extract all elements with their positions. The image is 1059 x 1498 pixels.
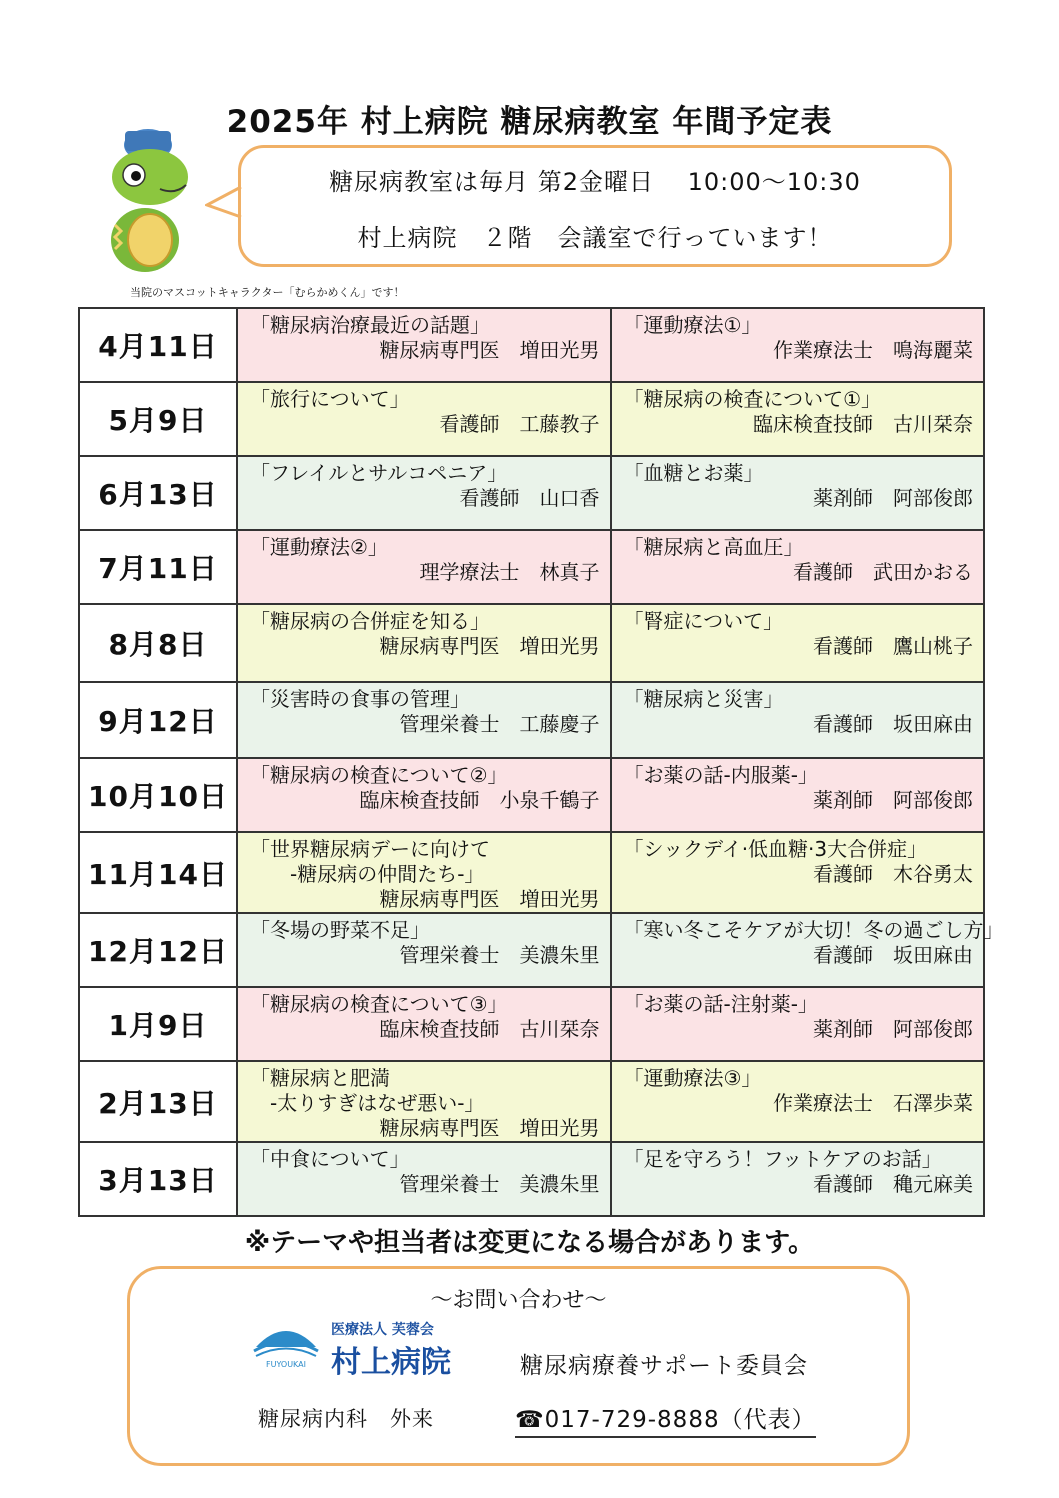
session-date: 9月12日 xyxy=(79,682,237,758)
session-date: 11月14日 xyxy=(79,832,237,913)
session-cell-left xyxy=(237,832,611,913)
session-topic: 「お薬の話-内服薬-」 xyxy=(623,763,818,787)
schedule-row xyxy=(79,456,984,530)
session-date: 7月11日 xyxy=(79,530,237,604)
session-date: 3月13日 xyxy=(79,1142,237,1216)
session-presenter: 看護師 坂田麻由 xyxy=(813,943,973,967)
contact-box xyxy=(127,1266,910,1466)
schedule-row xyxy=(79,987,984,1061)
session-presenter: 薬剤師 阿部俊郎 xyxy=(813,1017,973,1041)
session-cell-left xyxy=(237,758,611,832)
mascot-turtle-icon xyxy=(100,125,195,275)
session-cell-left xyxy=(237,987,611,1061)
hospital-logo-icon xyxy=(252,1321,320,1369)
schedule-table xyxy=(78,307,1004,1217)
session-topic: 「運動療法②」 xyxy=(250,535,388,559)
session-topic: 「糖尿病と高血圧」 xyxy=(623,535,804,559)
schedule-row xyxy=(79,832,984,913)
session-cell-right xyxy=(611,308,985,382)
session-presenter: 臨床検査技師 古川栞奈 xyxy=(753,412,973,436)
session-presenter: 看護師 鷹山桃子 xyxy=(813,634,973,658)
session-presenter: 薬剤師 阿部俊郎 xyxy=(813,788,973,812)
session-topic: 「足を守ろう！フットケアのお話」 xyxy=(623,1147,942,1171)
session-cell-right xyxy=(611,604,985,682)
session-cell-left xyxy=(237,382,611,456)
session-cell-right xyxy=(611,758,985,832)
session-topic: 「世界糖尿病デーに向けて -糖尿病の仲間たち-」 xyxy=(250,837,490,886)
session-cell-right xyxy=(611,987,985,1061)
session-topic: 「血糖とお薬」 xyxy=(623,461,764,485)
session-presenter: 看護師 山口香 xyxy=(459,486,600,510)
session-presenter: 管理栄養士 美濃朱里 xyxy=(399,943,600,967)
session-presenter: 看護師 穐元麻美 xyxy=(813,1172,973,1196)
schedule-row xyxy=(79,682,984,758)
session-date: 8月8日 xyxy=(79,604,237,682)
mascot-caption: 当院のマスコットキャラクター「むらかめくん」です！ xyxy=(130,286,405,299)
session-date: 10月10日 xyxy=(79,758,237,832)
session-presenter: 看護師 木谷勇太 xyxy=(813,862,973,886)
session-presenter: 薬剤師 阿部俊郎 xyxy=(813,486,973,510)
session-topic: 「中食について」 xyxy=(250,1147,410,1171)
session-topic: 「シックデイ·低血糖·3大合併症」 xyxy=(623,837,928,861)
session-presenter: 看護師 武田かおる xyxy=(793,560,973,584)
session-topic: 「お薬の話-注射薬-」 xyxy=(623,992,818,1016)
session-topic: 「糖尿病の検査について③」 xyxy=(250,992,508,1016)
session-cell-left xyxy=(237,1061,611,1142)
session-cell-right xyxy=(611,1061,985,1142)
session-cell-right xyxy=(611,1142,985,1216)
schedule-row xyxy=(79,1142,984,1216)
session-presenter: 管理栄養士 工藤慶子 xyxy=(399,712,600,736)
session-date: 5月9日 xyxy=(79,382,237,456)
session-topic: 「糖尿病の合併症を知る」 xyxy=(250,609,490,633)
session-topic: 「糖尿病の検査について①」 xyxy=(623,387,882,411)
organization-type: 医療法人 芙蓉会 xyxy=(331,1322,434,1338)
session-date: 12月12日 xyxy=(79,913,237,987)
session-presenter: 臨床検査技師 古川栞奈 xyxy=(379,1017,600,1041)
session-presenter: 糖尿病専門医 増田光男 xyxy=(379,338,600,362)
session-topic: 「糖尿病と肥満 -太りすぎはなぜ悪い-」 xyxy=(250,1066,485,1115)
session-cell-left xyxy=(237,456,611,530)
schedule-row xyxy=(79,913,984,987)
session-topic: 「糖尿病と災害」 xyxy=(623,687,784,711)
session-date: 4月11日 xyxy=(79,308,237,382)
session-cell-left xyxy=(237,682,611,758)
session-topic: 「糖尿病治療最近の話題」 xyxy=(250,313,490,337)
session-date: 6月13日 xyxy=(79,456,237,530)
session-topic: 「フレイルとサルコペニア」 xyxy=(250,461,508,485)
schedule-row xyxy=(79,308,984,382)
session-cell-right xyxy=(611,456,985,530)
session-presenter: 糖尿病専門医 増田光男 xyxy=(379,1116,600,1140)
change-notice: ※テーマや担当者は変更になる場合があります。 xyxy=(244,1228,815,1258)
session-topic: 「旅行について」 xyxy=(250,387,410,411)
contact-heading: ～お問い合わせ～ xyxy=(430,1288,607,1313)
schedule-time-text: 糖尿病教室は毎月 第2金曜日 10:00～10:30 xyxy=(329,168,861,196)
session-cell-right xyxy=(611,382,985,456)
location-text: 村上病院 ２階 会議室で行っています！ xyxy=(357,224,833,252)
session-cell-right xyxy=(611,530,985,604)
info-bubble xyxy=(238,145,952,267)
session-topic: 「糖尿病の検査について②」 xyxy=(250,763,508,787)
session-date: 1月9日 xyxy=(79,987,237,1061)
schedule-row xyxy=(79,758,984,832)
session-cell-left xyxy=(237,1142,611,1216)
session-cell-left xyxy=(237,308,611,382)
session-date: 2月13日 xyxy=(79,1061,237,1142)
hospital-name: 村上病院 xyxy=(331,1345,451,1380)
session-presenter: 管理栄養士 美濃朱里 xyxy=(399,1172,600,1196)
session-presenter: 作業療法士 石澤歩菜 xyxy=(773,1091,973,1115)
session-cell-right xyxy=(611,832,985,913)
session-cell-left xyxy=(237,913,611,987)
session-cell-right xyxy=(611,682,985,758)
session-topic: 「腎症について」 xyxy=(623,609,784,633)
committee-name: 糖尿病療養サポート委員会 xyxy=(520,1353,808,1379)
schedule-row xyxy=(79,530,984,604)
session-topic: 「冬場の野菜不足」 xyxy=(250,918,430,942)
session-presenter: 糖尿病専門医 増田光男 xyxy=(379,634,600,658)
schedule-row xyxy=(79,382,984,456)
session-cell-right xyxy=(611,913,1004,987)
session-cell-left xyxy=(237,604,611,682)
phone-link[interactable]: ☎017-729-8888（代表） xyxy=(515,1401,816,1438)
page-title: 2025年 村上病院 糖尿病教室 年間予定表 xyxy=(226,104,833,140)
department-name: 糖尿病内科 外来 xyxy=(258,1407,434,1431)
session-presenter: 作業療法士 鳴海麗菜 xyxy=(773,338,973,362)
session-topic: 「災害時の食事の管理」 xyxy=(250,687,470,711)
session-presenter: 看護師 坂田麻由 xyxy=(813,712,973,736)
schedule-row xyxy=(79,604,984,682)
session-topic: 「寒い冬こそケアが大切！冬の過ごし方」 xyxy=(623,918,1004,942)
session-topic: 「運動療法③」 xyxy=(623,1066,762,1090)
session-presenter: 糖尿病専門医 増田光男 xyxy=(379,887,600,911)
session-presenter: 臨床検査技師 小泉千鶴子 xyxy=(359,788,600,812)
schedule-row xyxy=(79,1061,984,1142)
session-presenter: 理学療法士 林真子 xyxy=(419,560,600,584)
session-presenter: 看護師 工藤教子 xyxy=(439,412,600,436)
logo-text: FUYOUKAI xyxy=(266,1360,306,1369)
session-cell-left xyxy=(237,530,611,604)
session-topic: 「運動療法①」 xyxy=(623,313,762,337)
